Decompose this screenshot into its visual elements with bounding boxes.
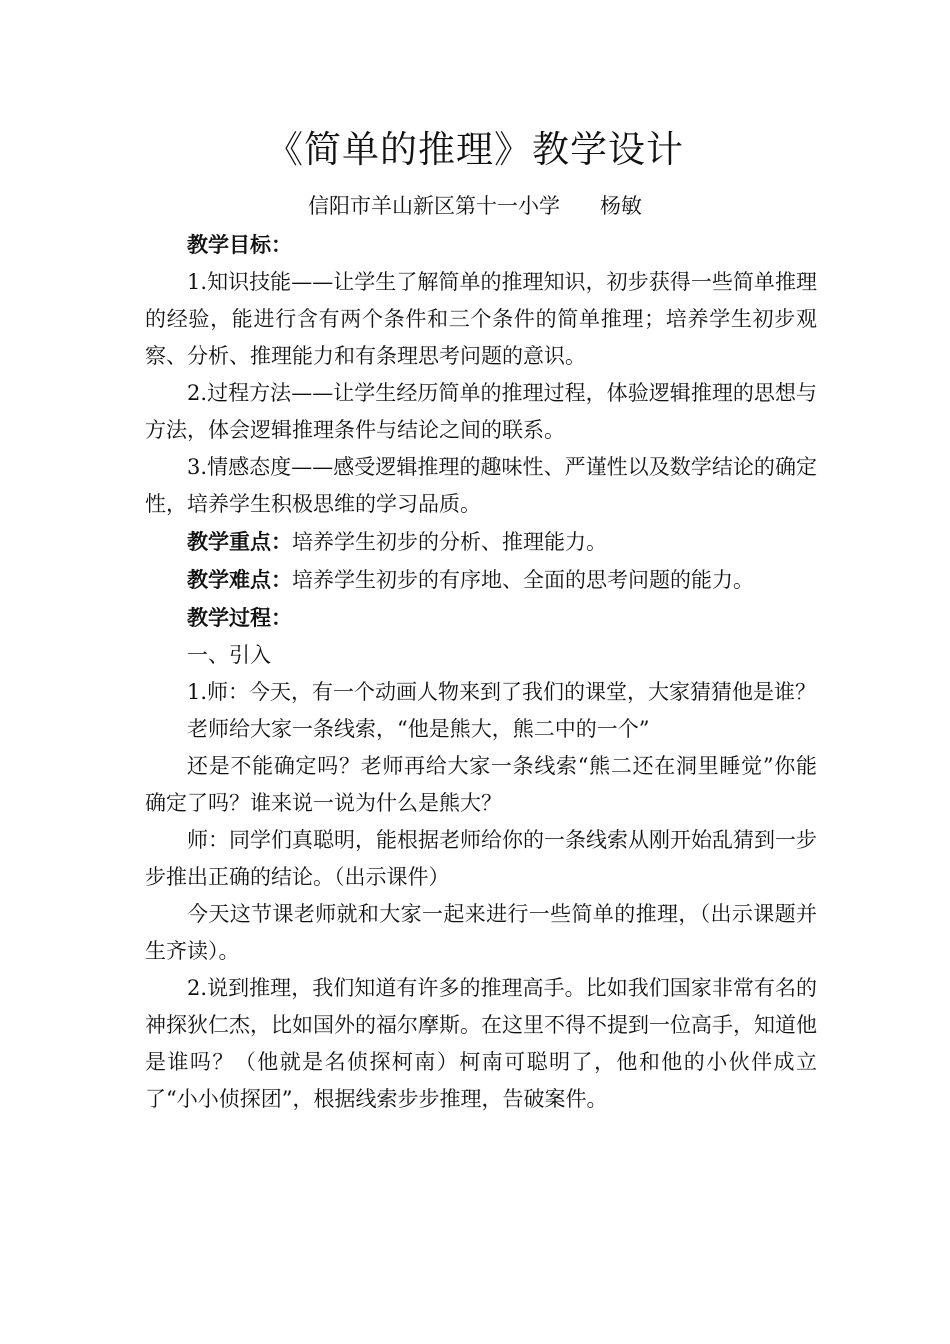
paragraph: 还是不能确定吗？老师再给大家一条线索“熊二还在洞里睡觉”你能确定了吗？谁来说一说为什么是熊大？	[145, 754, 817, 815]
paragraph: 1.师：今天，有一个动画人物来到了我们的课堂，大家猜猜他是谁？	[187, 680, 817, 704]
key-point	[145, 523, 817, 561]
difficult-point	[145, 561, 817, 599]
process-heading: 教学过程：	[187, 605, 292, 630]
difficult-point-label: 教学难点：	[187, 567, 292, 592]
objective-attitude: 3.情感态度——感受逻辑推理的趣味性、严谨性以及数学结论的确定性，培养学生积极思维的学习品质。	[145, 455, 817, 516]
objectives-heading: 教学目标：	[187, 232, 292, 257]
objective-knowledge: 1.知识技能——让学生了解简单的推理知识，初步获得一些简单推理的经验，能进行含有两个条件和三个条件的简单推理；培养学生初步观察、分析、推理能力和有条理思考问题的意识。	[145, 270, 817, 368]
document-title: 《简单的推理》教学设计	[266, 128, 684, 171]
paragraph: 老师给大家一条线索，“他是熊大，熊二中的一个”	[187, 717, 650, 741]
key-point-text: 培养学生初步的分析、推理能力。	[292, 530, 607, 554]
objective-process: 2.过程方法——让学生经历简单的推理过程，体验逻辑推理的思想与方法，体会逻辑推理条件与结论之间的联系。	[145, 381, 817, 442]
paragraph: 师：同学们真聪明，能根据老师给你的一条线索从刚开始乱猜到一步步推出正确的结论。（出示课件）	[145, 828, 817, 889]
section-1-heading: 一、引入	[187, 643, 271, 667]
paragraph: 2.说到推理，我们知道有许多的推理高手。比如我们国家非常有名的神探狄仁杰，比如国外的福尔摩斯。在这里不得不提到一位高手，知道他是谁吗？（他就是名侦探柯南）柯南可聪明了，他和他的小伙伴成立了“小小侦探团”，根据线索步步推理，告破案件。	[145, 976, 817, 1111]
difficult-point-text: 培养学生初步的有序地、全面的思考问题的能力。	[292, 568, 754, 592]
document-body	[145, 226, 817, 1118]
author-line: 信阳市羊山新区第十一小学 杨敏	[307, 194, 643, 218]
key-point-label: 教学重点：	[187, 529, 292, 554]
paragraph: 今天这节课老师就和大家一起来进行一些简单的推理，（出示课题并生齐读）。	[145, 902, 817, 963]
